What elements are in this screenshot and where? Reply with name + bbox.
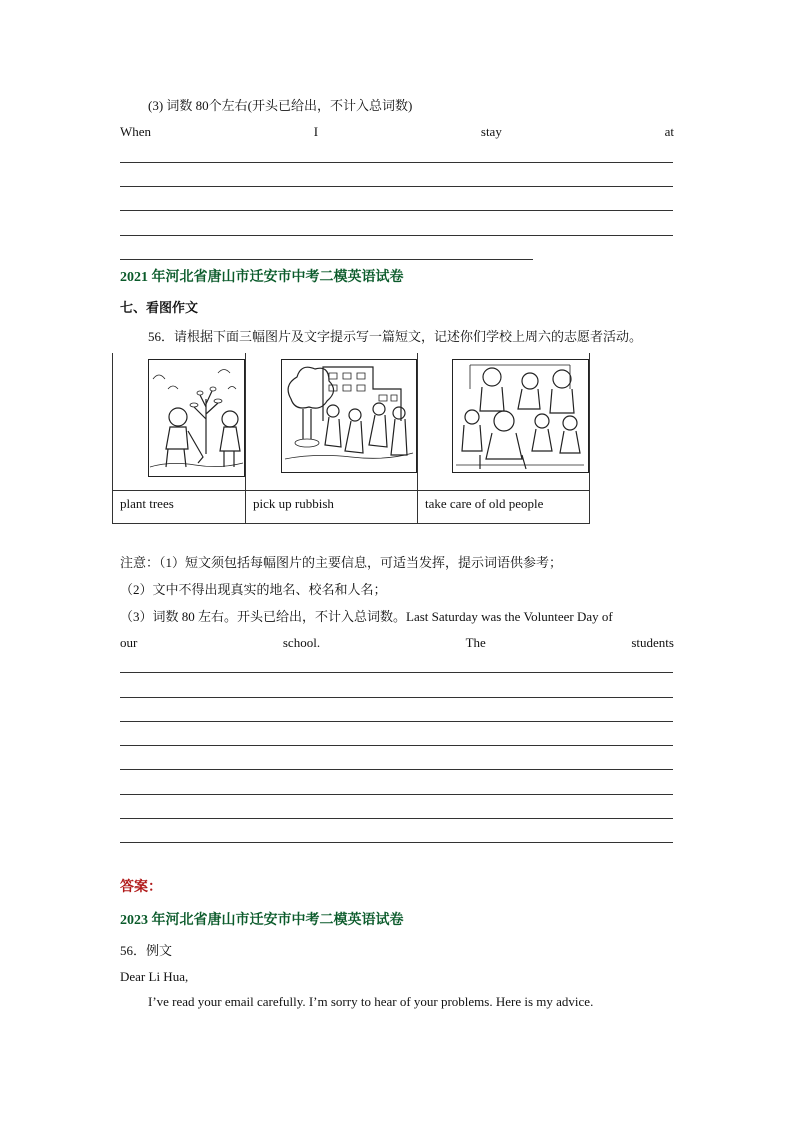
- plant-trees-illustration: [148, 359, 245, 477]
- writing-line: [120, 769, 673, 770]
- opening-word: I: [313, 124, 319, 139]
- opening-word: students: [631, 635, 674, 650]
- writing-line: [120, 842, 673, 843]
- writing-line: [120, 210, 673, 211]
- writing-line: [120, 697, 673, 698]
- caption-take-care-old-people: take care of old people: [425, 496, 544, 511]
- word-count-note: (3) 词数 80个左右(开头已给出，不计入总词数): [148, 98, 413, 113]
- writing-line: [120, 818, 673, 819]
- opening-word: When: [120, 124, 152, 139]
- instruction-note-3: （3）词数 80 左右。开头已给出，不计入总词数。Last Saturday was the Volunteer Day of: [120, 609, 613, 624]
- opening-word: stay: [480, 124, 502, 139]
- writing-line: [120, 259, 533, 260]
- writing-line: [120, 794, 673, 795]
- answer-label: 答案：: [120, 880, 162, 895]
- caption-plant-trees: plant trees: [120, 496, 174, 511]
- opening-word: school.: [282, 635, 321, 650]
- instruction-note-1: 注意：（1）短文须包括每幅图片的主要信息，可适当发挥，提示词语供参考；: [120, 555, 563, 570]
- caption-pick-up-rubbish: pick up rubbish: [253, 496, 334, 511]
- opening-word: at: [664, 124, 674, 139]
- question-prompt: 56．请根据下面三幅图片及文字提示写一篇短文，记述你们学校上周六的志愿者活动。: [148, 329, 643, 344]
- writing-line: [120, 162, 673, 163]
- instruction-note-2: （2）文中不得出现真实的地名、校名和人名；: [120, 582, 387, 597]
- answer-item: 56．例文: [120, 943, 173, 958]
- essay-opening-line: [120, 635, 674, 651]
- writing-line: [120, 235, 673, 236]
- opening-word: The: [465, 635, 486, 650]
- essay-opening-line: [120, 124, 674, 140]
- letter-body: I’ve read your email carefully. I’m sorry to hear of your problems. Here is my advice.: [148, 994, 594, 1009]
- care-old-people-illustration: [452, 359, 589, 473]
- letter-greeting: Dear Li Hua,: [120, 969, 189, 984]
- pick-up-rubbish-illustration: [281, 359, 417, 473]
- writing-line: [120, 721, 673, 722]
- part-heading: 七、看图作文: [120, 300, 199, 315]
- writing-line: [120, 672, 673, 673]
- opening-word: our: [120, 635, 138, 650]
- writing-line: [120, 186, 673, 187]
- answer-exam-title: 2023 年河北省唐山市迁安市中考二模英语试卷: [120, 913, 404, 928]
- exam-title: 2021 年河北省唐山市迁安市中考二模英语试卷: [120, 270, 404, 285]
- writing-line: [120, 745, 673, 746]
